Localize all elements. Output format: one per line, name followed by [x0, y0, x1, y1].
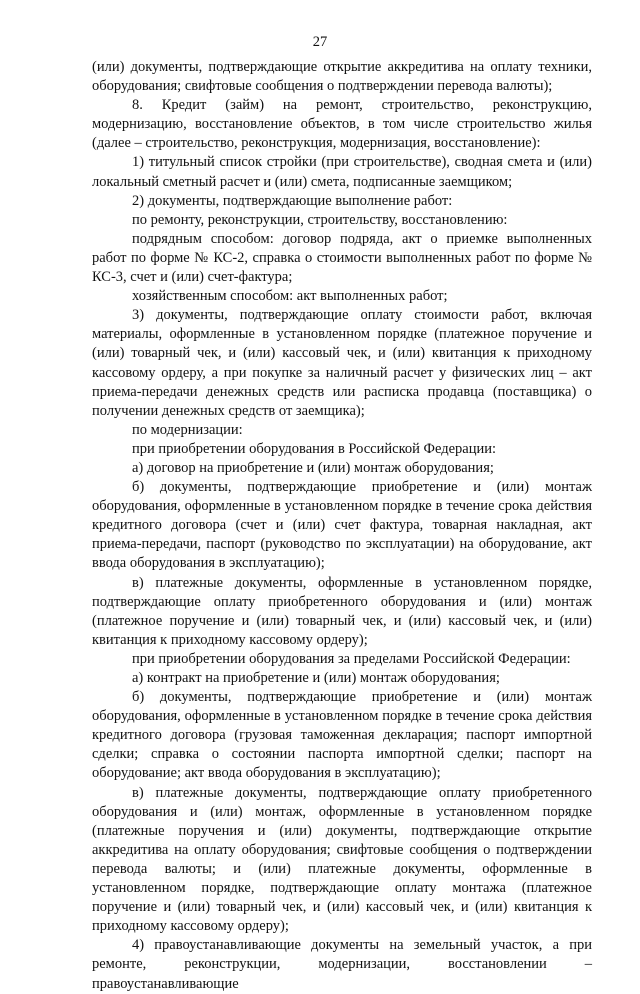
paragraph: при приобретении оборудования в Российской Федерации: [132, 440, 497, 457]
document-body [92, 58, 592, 994]
paragraph: 3) документы, подтверждающие оплату стоимости работ, включая материалы, оформленные в установленном порядке (платежное поручение и (или) товарный чек, и (или) кассовый чек, и (или) квитанция к приходному кассовому ордеру, а при покупке за наличный расчет у физических лиц – акт приема-передачи денежных средств или расписка продавца (поставщика) о получении денежных средств от заемщика); [92, 307, 592, 419]
paragraph: (или) документы, подтверждающие открытие аккредитива на оплату техники, оборудования; свифтовые сообщения о подтверждении перевода валюты); [92, 59, 592, 95]
paragraph: 2) документы, подтверждающие выполнение работ: [132, 192, 453, 209]
paragraph: при приобретении оборудования за пределами Российской Федерации: [132, 650, 571, 667]
paragraph: б) документы, подтверждающие приобретение и (или) монтаж оборудования, оформленные в установленном порядке в течение срока действия кредитного договора (счет и (или) счет фактура, товарная накладная, акт приема-передачи, паспорт (руководство по эксплуатации) на оборудование, акт ввода оборудования в эксплуатацию); [92, 479, 592, 572]
paragraph: хозяйственным способом: акт выполненных работ; [132, 288, 448, 305]
paragraph: 8. Кредит (займ) на ремонт, строительство, реконструкцию, модернизацию, восстановление объектов, в том числе строительство жилья (далее – строительство, реконструкция, модернизация, восстановление): [92, 97, 592, 152]
paragraph: б) документы, подтверждающие приобретение и (или) монтаж оборудования, оформленные в установленном порядке в течение срока действия кредитного договора (грузовая таможенная декларация; паспорт импортной сделки; справка о состоянии паспорта импортной сделки; паспорт на оборудование; акт ввода оборудования в эксплуатацию); [92, 689, 592, 782]
paragraph: по ремонту, реконструкции, строительству, восстановлению: [132, 211, 508, 228]
paragraph: по модернизации: [132, 421, 243, 438]
paragraph: а) договор на приобретение и (или) монтаж оборудования; [132, 459, 494, 476]
paragraph: 4) правоустанавливающие документы на земельный участок, а при ремонте, реконструкции, модернизации, восстановлении – правоустанавливающие [92, 937, 592, 992]
paragraph: в) платежные документы, оформленные в установленном порядке, подтверждающие оплату приобретенного оборудования и (или) монтаж (платежное поручение и (или) товарный чек, и (или) кассовый чек, и (или) квитанция к приходному кассовому ордеру); [92, 574, 592, 648]
paragraph: а) контракт на приобретение и (или) монтаж оборудования; [132, 670, 500, 686]
page-number: 27 [312, 34, 328, 50]
paragraph: 1) титульный список стройки (при строительстве), сводная смета и (или) локальный сметный расчет и (или) смета, подписанные заемщиком; [92, 154, 592, 190]
paragraph: подрядным способом: договор подряда, акт о приемке выполненных работ по форме № КС-2, справка о стоимости выполненных работ по форме № КС-3, счет и (или) счет-фактура; [92, 230, 592, 286]
paragraph: в) платежные документы, подтверждающие оплату приобретенного оборудования и (или) монтаж, оформленные в установленном порядке (платежные поручения и (или) документы, подтверждающие открытие аккредитива на оплату оборудования; свифтовые сообщения о подтверждении перевода валюты; и (или) платежные документы, оформленные в установленном порядке, подтверждающие оплату монтажа (платежное поручение и (или) товарный чек, и (или) кассовый чек, и (или) квитанция к приходному кассовому ордеру); [92, 784, 592, 935]
